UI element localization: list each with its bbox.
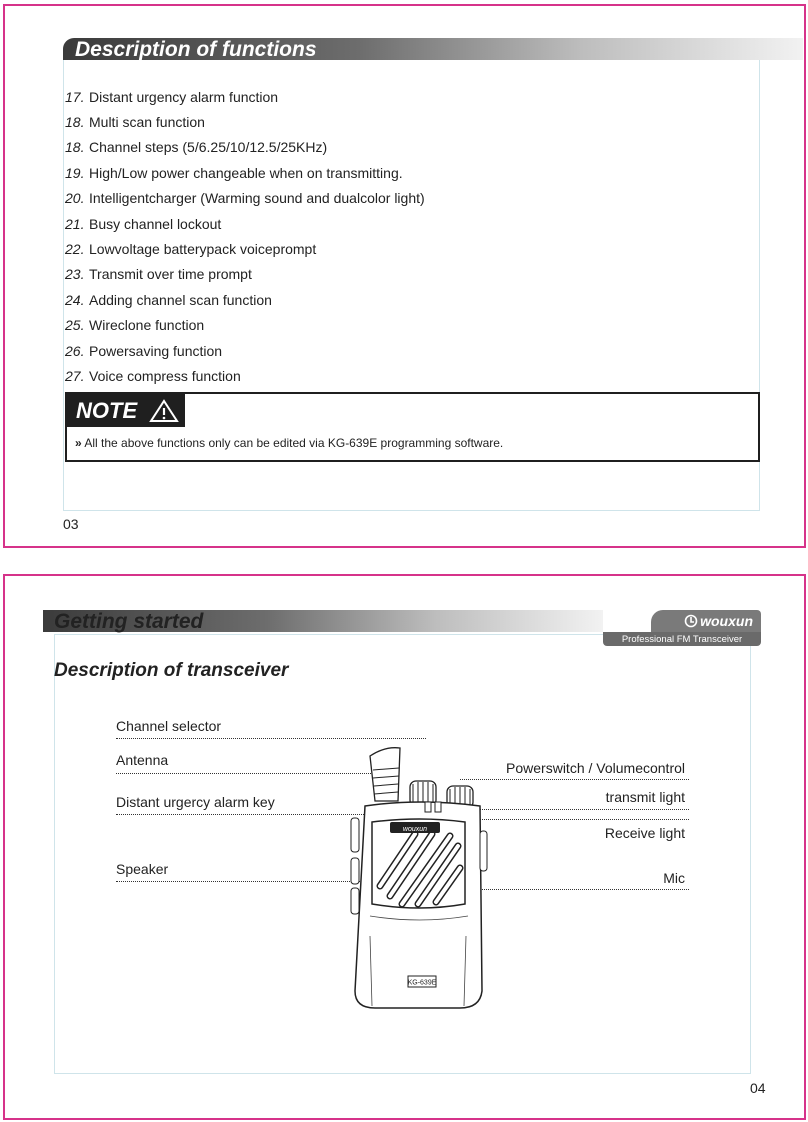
section-title: Getting started (54, 610, 204, 633)
section-title: Description of functions (75, 38, 317, 61)
function-list (65, 84, 425, 389)
label-mic: Mic (663, 870, 685, 886)
transceiver-illustration (340, 736, 500, 1036)
transmit-led (425, 802, 431, 812)
label-receive-light: Receive light (604, 825, 685, 841)
list-item: 21. Busy channel lockout (65, 215, 222, 232)
manual-page-03 (3, 4, 806, 548)
list-item: 25. Wireclone function (65, 317, 205, 334)
label-channel-selector: Channel selector (116, 718, 222, 734)
model-label: KG-639E (407, 979, 437, 987)
list-item: 18. Multi scan function (65, 114, 205, 131)
accessory-jack (480, 831, 487, 871)
side-key (351, 888, 359, 914)
list-item: 27. Voice compress function (65, 367, 241, 384)
subsection-title: Description of transceiver (54, 660, 289, 681)
list-item: 17. Distant urgency alarm function (65, 88, 279, 105)
list-item: 24. Adding channel scan function (65, 291, 272, 308)
bullet-icon: » (75, 436, 82, 450)
brand-tagline: Professional FM Transceiver (603, 632, 761, 646)
label-antenna: Antenna (116, 752, 169, 768)
list-item: 26. Powersaving function (65, 342, 223, 359)
antenna (370, 748, 400, 801)
label-alarm-key: Distant urgercy alarm key (116, 794, 275, 810)
note-box (65, 392, 760, 462)
receive-led (435, 802, 441, 812)
page-number: 03 (63, 516, 79, 532)
brand-badge (603, 610, 761, 652)
note-label: NOTE (76, 397, 138, 423)
list-item: 19. High/Low power changeable when on transmitting. (65, 164, 403, 181)
list-item: 20. Intelligentcharger (Warming sound and dualcolor light) (65, 190, 425, 207)
warning-icon (149, 399, 179, 423)
device-logo: wouxun (402, 826, 428, 833)
note-tab (67, 394, 185, 427)
side-key (351, 858, 359, 884)
alarm-key (351, 818, 359, 852)
note-text: » All the above functions only can be edited via KG-639E programming software. (75, 436, 504, 450)
page-number: 04 (750, 1080, 766, 1096)
list-item: 18. Channel steps (5/6.25/10/12.5/25KHz) (65, 139, 328, 156)
list-item: 23. Transmit over time prompt (65, 266, 252, 283)
label-power-volume: Powerswitch / Volumecontrol (506, 760, 685, 776)
label-transmit-light: transmit light (605, 789, 685, 805)
list-item: 22. Lowvoltage batterypack voiceprompt (65, 241, 317, 258)
logo-mark-icon (684, 614, 698, 628)
label-speaker: Speaker (116, 861, 169, 877)
manual-page-04 (3, 574, 806, 1120)
brand-logo: wouxun (651, 610, 761, 632)
